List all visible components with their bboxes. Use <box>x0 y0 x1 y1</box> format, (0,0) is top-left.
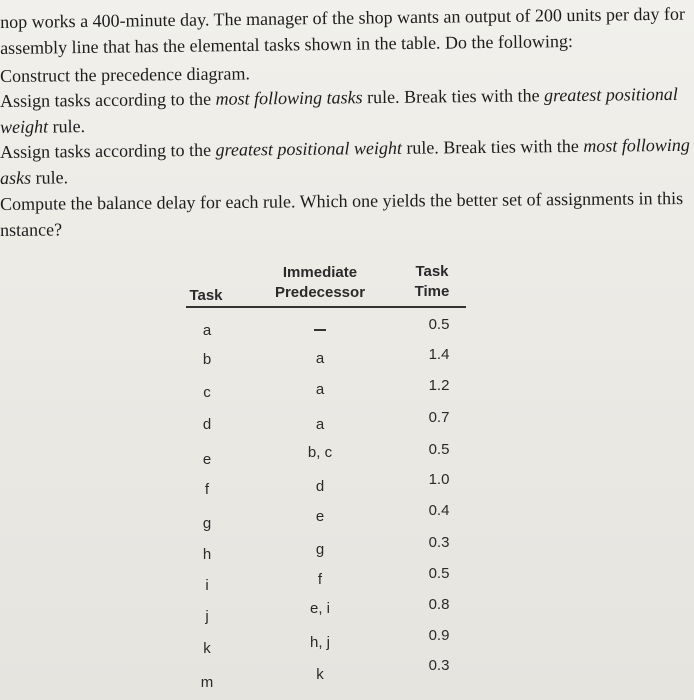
l6c: rule. Break ties with the <box>401 135 584 158</box>
problem-step-most-following <box>0 84 678 112</box>
row-12-pred: k <box>316 666 324 683</box>
l4a: Assign tasks according to the <box>0 88 216 111</box>
row-9-task: i <box>205 577 209 594</box>
l5a: weight <box>0 116 49 137</box>
problem-line-1: nop works a 400-minute day. The manager of the shop wants an output of 200 units per day for <box>0 3 686 32</box>
row-7-pred: e <box>315 508 325 525</box>
problem-step-positional-weight <box>0 135 690 163</box>
row-1-task: a <box>202 322 212 339</box>
row-8-pred: g <box>315 541 325 558</box>
problem-step-positional-weight-cont <box>0 167 68 189</box>
row-10-task: j <box>205 608 209 625</box>
row-11-time: 0.9 <box>428 627 450 644</box>
row-2-pred: a <box>315 350 325 367</box>
row-3-pred: a <box>315 381 325 398</box>
problem-step-balance-delay-cont: nstance? <box>0 219 63 240</box>
row-5-task: e <box>202 451 212 468</box>
l6b: greatest positional weight <box>215 137 402 160</box>
row-8-task: h <box>202 546 212 563</box>
row-5-pred: b, c <box>307 444 333 461</box>
row-7-task: g <box>202 515 212 532</box>
l6d: most following <box>583 134 690 156</box>
row-6-time: 1.0 <box>428 471 450 488</box>
row-9-pred: f <box>317 571 323 588</box>
row-11-pred: h, j <box>309 634 330 651</box>
row-10-time: 0.8 <box>428 596 450 613</box>
row-4-time: 0.7 <box>428 409 450 426</box>
header-rule <box>186 306 466 308</box>
row-5-time: 0.5 <box>428 441 450 458</box>
l6a: Assign tasks according to the <box>0 139 216 162</box>
header-time-line-1: Task <box>415 263 449 280</box>
l4b: most following tasks <box>215 87 363 109</box>
row-9-time: 0.5 <box>428 565 450 582</box>
row-1-pred <box>290 321 350 338</box>
row-6-pred: d <box>315 478 325 495</box>
row-3-time: 1.2 <box>428 377 450 394</box>
row-4-task: d <box>202 416 212 433</box>
row-4-pred: a <box>315 416 325 433</box>
row-6-task: f <box>204 481 210 498</box>
row-12-task: m <box>200 674 214 691</box>
row-12-time: 0.3 <box>428 657 450 674</box>
row-1-time: 0.5 <box>428 316 450 333</box>
header-task: Task <box>189 287 223 304</box>
row-7-time: 0.4 <box>428 502 450 519</box>
problem-line-2: assembly line that has the elemental tasks shown in the table. Do the following: <box>0 31 574 58</box>
problem-step-construct: Construct the precedence diagram. <box>0 63 251 86</box>
header-task-time <box>405 262 459 302</box>
row-2-task: b <box>202 351 212 368</box>
header-time-line-2: Time <box>414 283 450 300</box>
l7a: asks <box>0 167 32 188</box>
problem-step-most-following-cont <box>0 116 85 138</box>
problem-step-balance-delay: Compute the balance delay for each rule. Which one yields the better set of assignments in this <box>0 188 684 214</box>
row-2-time: 1.4 <box>428 346 450 363</box>
row-8-time: 0.3 <box>428 534 450 551</box>
header-pred-line-1: Immediate <box>282 264 358 281</box>
header-immediate-predecessor <box>262 263 378 303</box>
no-predecessor-dash <box>314 329 326 331</box>
header-pred-line-2: Predecessor <box>274 284 366 301</box>
row-10-pred: e, i <box>309 600 330 617</box>
l7b: rule. <box>30 167 69 188</box>
row-3-task: c <box>203 384 211 401</box>
row-11-task: k <box>203 640 211 657</box>
l4c: rule. Break ties with the <box>362 85 545 108</box>
l5b: rule. <box>47 116 86 137</box>
l4d: greatest positional <box>543 83 678 106</box>
